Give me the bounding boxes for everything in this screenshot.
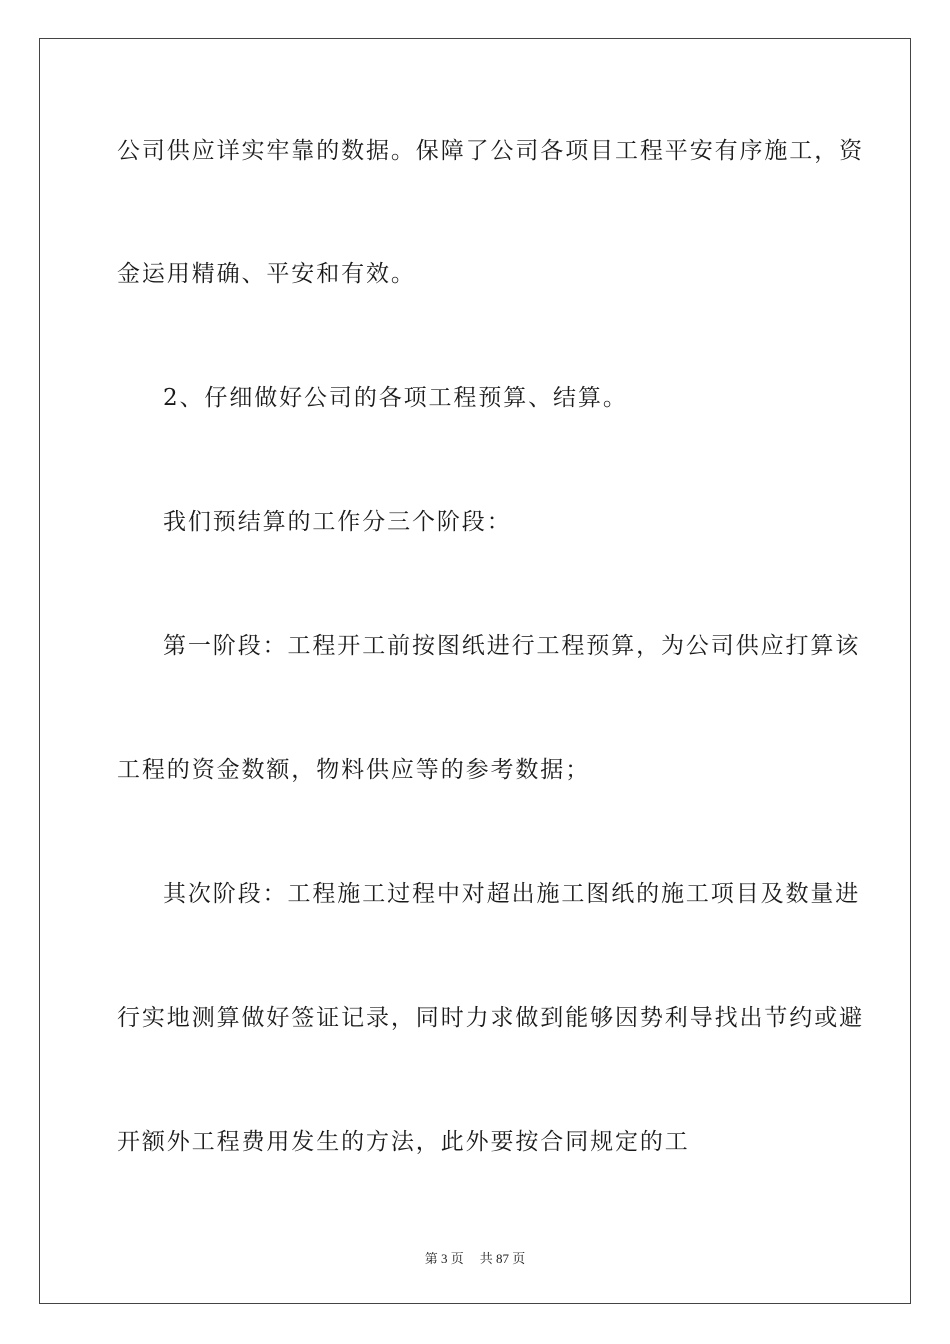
body-line-2: 金运用精确、平安和有效。 xyxy=(117,261,416,287)
body-line-7: 其次阶段：工程施工过程中对超出施工图纸的施工项目及数量进 xyxy=(163,881,861,907)
page-border xyxy=(39,38,911,1304)
body-line-5: 第一阶段：工程开工前按图纸进行工程预算，为公司供应打算该 xyxy=(163,633,861,659)
body-line-9: 开额外工程费用发生的方法，此外要按合同规定的工 xyxy=(117,1129,690,1155)
body-line-6: 工程的资金数额，物料供应等的参考数据； xyxy=(117,757,591,783)
total-pages: 共 87 页 xyxy=(479,1251,526,1266)
body-line-3: 2、仔细做好公司的各项工程预算、结算。 xyxy=(163,385,628,411)
body-line-4: 我们预结算的工作分三个阶段： xyxy=(163,509,512,535)
page-number: 第 3 页 xyxy=(424,1251,464,1266)
page-footer xyxy=(0,1248,950,1267)
body-line-8: 行实地测算做好签证记录，同时力求做到能够因势利导找出节约或避 xyxy=(117,1005,864,1031)
body-line-1: 公司供应详实牢靠的数据。保障了公司各项目工程平安有序施工，资 xyxy=(117,138,864,164)
